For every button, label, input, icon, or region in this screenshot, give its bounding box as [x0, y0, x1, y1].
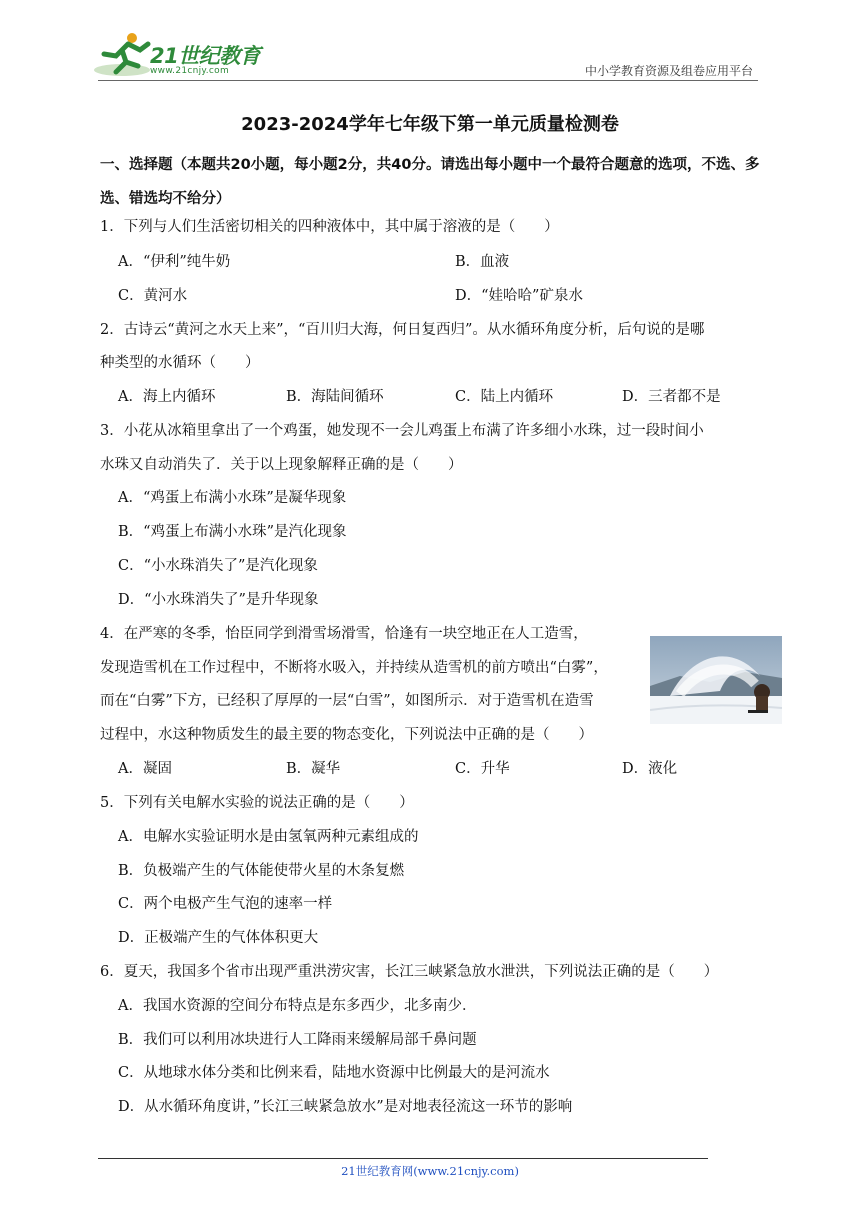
question-3-stem-line-2: 水珠又自动消失了．关于以上现象解释正确的是（ ） — [100, 457, 463, 473]
question-5-option-b[interactable]: B．负极端产生的气体能使带火星的木条复燃 — [118, 863, 405, 879]
question-3-option-d[interactable]: D．“小水珠消失了”是升华现象 — [118, 592, 319, 608]
question-1-option-a[interactable]: A．“伊利”纯牛奶 — [118, 254, 231, 270]
platform-name: 中小学教育资源及组卷应用平台 — [584, 64, 753, 78]
question-4-option-a[interactable]: A．凝固 — [118, 761, 172, 777]
question-1-option-c[interactable]: C．黄河水 — [118, 288, 188, 304]
page-header — [0, 0, 860, 90]
question-4-stem-line-3: 而在“白雾”下方，已经积了厚厚的一层“白雪”，如图所示．对于造雪机在造雪 — [100, 693, 594, 709]
question-3-option-a[interactable]: A．“鸡蛋上布满小水珠”是凝华现象 — [118, 490, 347, 506]
question-1-stem: 1．下列与人们生活密切相关的四种液体中，其中属于溶液的是（ ） — [100, 219, 559, 235]
footer-divider — [98, 1158, 708, 1159]
snow-machine-photo — [650, 636, 782, 724]
exam-title: 2023-2024学年七年级下第一单元质量检测卷 — [241, 114, 619, 135]
question-5-option-a[interactable]: A．电解水实验证明水是由氢氧两种元素组成的 — [118, 829, 419, 845]
question-1-option-d[interactable]: D．“娃哈哈”矿泉水 — [455, 288, 583, 304]
question-6-option-c[interactable]: C．从地球水体分类和比例来看，陆地水资源中比例最大的是河流水 — [118, 1065, 550, 1081]
question-2-stem-line-2: 种类型的水循环（ ） — [100, 355, 260, 371]
question-4-stem-line-1: 4．在严寒的冬季，怡臣同学到滑雪场滑雪，恰逢有一块空地正在人工造雪， — [100, 626, 588, 642]
question-2-stem-line-1: 2．古诗云“黄河之水天上来”，“百川归大海，何日复西归”。从水循环角度分析，后句说的是哪 — [100, 322, 705, 338]
question-5-option-d[interactable]: D．正极端产生的气体体积更大 — [118, 930, 319, 946]
question-4-option-d[interactable]: D．液化 — [622, 761, 678, 777]
question-4-stem-line-2: 发现造雪机在工作过程中，不断将水吸入，并持续从造雪机的前方喷出“白雾”， — [100, 660, 608, 676]
question-2-option-b[interactable]: B．海陆间循环 — [286, 389, 384, 405]
question-5-stem: 5．下列有关电解水实验的说法正确的是（ ） — [100, 795, 414, 811]
question-4-stem-line-4: 过程中，水这种物质发生的最主要的物态变化，下列说法中正确的是（ ） — [100, 727, 593, 743]
question-3-option-c[interactable]: C．“小水珠消失了”是汽化现象 — [118, 558, 318, 574]
question-3-stem-line-1: 3．小花从冰箱里拿出了一个鸡蛋，她发现不一会儿鸡蛋上布满了许多细小水珠，过一段时间小 — [100, 423, 704, 439]
question-4-option-b[interactable]: B．凝华 — [286, 761, 341, 777]
question-1-option-b[interactable]: B．血液 — [455, 254, 510, 270]
logo-wordmark: 21世纪教育 — [150, 44, 261, 68]
question-6-option-a[interactable]: A．我国水资源的空间分布特点是东多西少，北多南少． — [118, 998, 477, 1014]
header-divider — [98, 80, 758, 81]
question-2-option-a[interactable]: A．海上内循环 — [118, 389, 216, 405]
question-6-option-b[interactable]: B．我们可以利用冰块进行人工降雨来缓解局部千鼻问题 — [118, 1032, 477, 1048]
question-3-option-b[interactable]: B．“鸡蛋上布满小水珠”是汽化现象 — [118, 524, 347, 540]
footer-link[interactable]: 21世纪教育网(www.21cnjy.com) — [341, 1164, 519, 1178]
question-6-option-d[interactable]: D．从水循环角度讲，”长江三峡紧急放水”是对地表径流这一环节的影响 — [118, 1099, 573, 1115]
question-4-option-c[interactable]: C．升华 — [455, 761, 510, 777]
question-6-stem: 6．夏天，我国多个省市出现严重洪涝灾害，长江三峡紧急放水泄洪，下列说法正确的是（ ） — [100, 964, 719, 980]
question-2-option-c[interactable]: C．陆上内循环 — [455, 389, 554, 405]
logo-url: www.21cnjy.com — [150, 66, 230, 76]
question-2-option-d[interactable]: D．三者都不是 — [622, 389, 721, 405]
question-5-option-c[interactable]: C．两个电极产生气泡的速率一样 — [118, 896, 333, 912]
section-heading: 一、选择题（本题共20小题，每小题2分，共40分。请选出每小题中一个最符合题意的选项，不选、多选、错选均不给分） — [100, 157, 760, 207]
